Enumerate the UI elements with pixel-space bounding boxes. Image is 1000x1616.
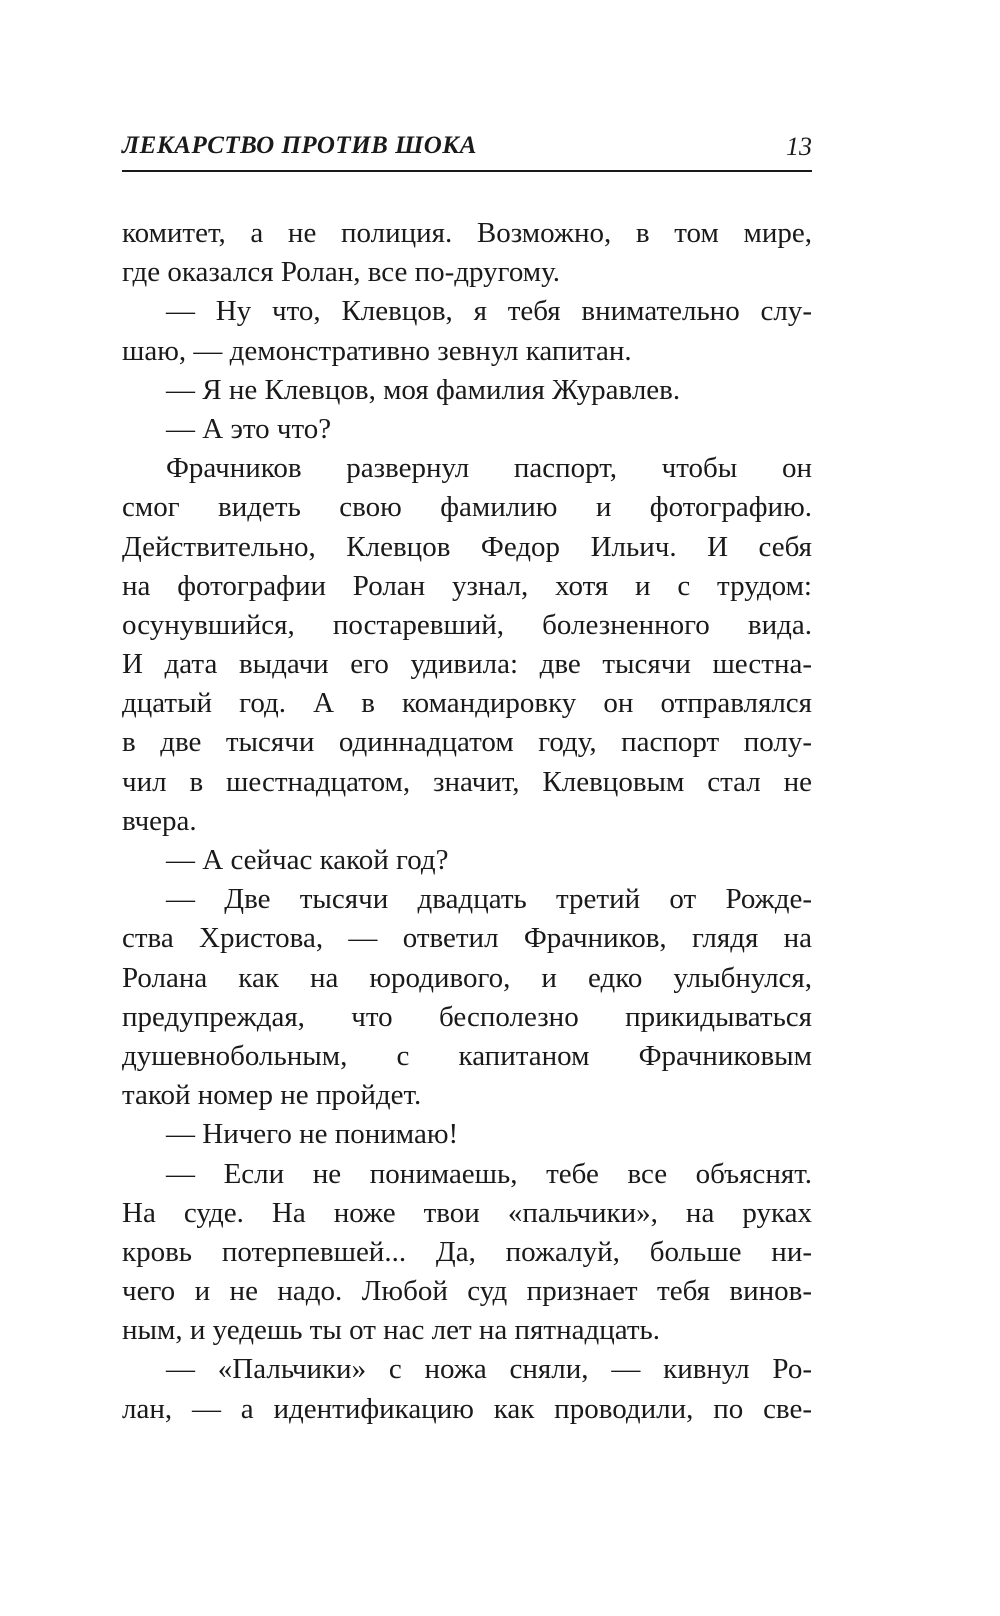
text-line: Действительно, Клевцов Федор Ильич. И себя <box>122 530 812 563</box>
text-line: — Две тысячи двадцать третий от Рожде- <box>166 883 812 916</box>
text-line: вчера. <box>122 804 197 837</box>
text-line: Фрачников развернул паспорт, чтобы он <box>166 452 812 485</box>
text-line: чего и не надо. Любой суд признает тебя винов- <box>122 1275 812 1308</box>
text-line: в две тысячи одиннадцатом году, паспорт полу- <box>122 726 812 759</box>
text-line: душевнобольным, с капитаном Фрачниковым <box>122 1039 812 1072</box>
text-line: — А это что? <box>166 412 332 445</box>
text-line: — «Пальчики» с ножа сняли, — кивнул Ро- <box>166 1353 812 1386</box>
text-line: На суде. На ноже твои «пальчики», на руках <box>122 1196 812 1229</box>
body-text <box>122 214 812 1429</box>
text-line: — Я не Клевцов, моя фамилия Журавлев. <box>166 373 681 406</box>
text-line: чил в шестнадцатом, значит, Клевцовым стал не <box>122 765 812 798</box>
text-line: осунувшийся, постаревший, болезненного вида. <box>122 608 812 641</box>
running-header <box>122 130 812 172</box>
text-line: И дата выдачи его удивила: две тысячи шестна- <box>122 648 812 681</box>
text-line: — Ничего не понимаю! <box>166 1118 459 1151</box>
text-line: дцатый год. А в командировку он отправлялся <box>122 687 812 720</box>
text-line: на фотографии Ролан узнал, хотя и с трудом: <box>122 569 812 602</box>
text-line: лан, — а идентификацию как проводили, по све- <box>122 1392 812 1425</box>
text-line: ства Христова, — ответил Фрачников, глядя на <box>122 922 812 955</box>
text-line: такой номер не пройдет. <box>122 1079 422 1112</box>
page-number: 13 <box>786 132 812 161</box>
text-line: предупреждая, что бесполезно прикидываться <box>122 1000 812 1033</box>
text-line: — Ну что, Клевцов, я тебя внимательно слу- <box>166 295 812 328</box>
text-line: кровь потерпевшей... Да, пожалуй, больше ни- <box>122 1235 812 1268</box>
text-line: — А сейчас какой год? <box>166 844 449 876</box>
text-line: шаю, — демонстративно зевнул капитан. <box>122 334 632 367</box>
text-line: Ролана как на юродивого, и едко улыбнулся, <box>122 961 812 994</box>
text-line: где оказался Ролан, все по-другому. <box>122 256 560 289</box>
text-line: комитет, а не полиция. Возможно, в том мире, <box>122 217 812 249</box>
text-line: — Если не понимаешь, тебе все объяснят. <box>166 1157 812 1190</box>
text-line: смог видеть свою фамилию и фотографию. <box>122 491 812 524</box>
running-title: ЛЕКАРСТВО ПРОТИВ ШОКА <box>122 132 477 159</box>
text-line: ным, и уедешь ты от нас лет на пятнадцать. <box>122 1314 661 1347</box>
